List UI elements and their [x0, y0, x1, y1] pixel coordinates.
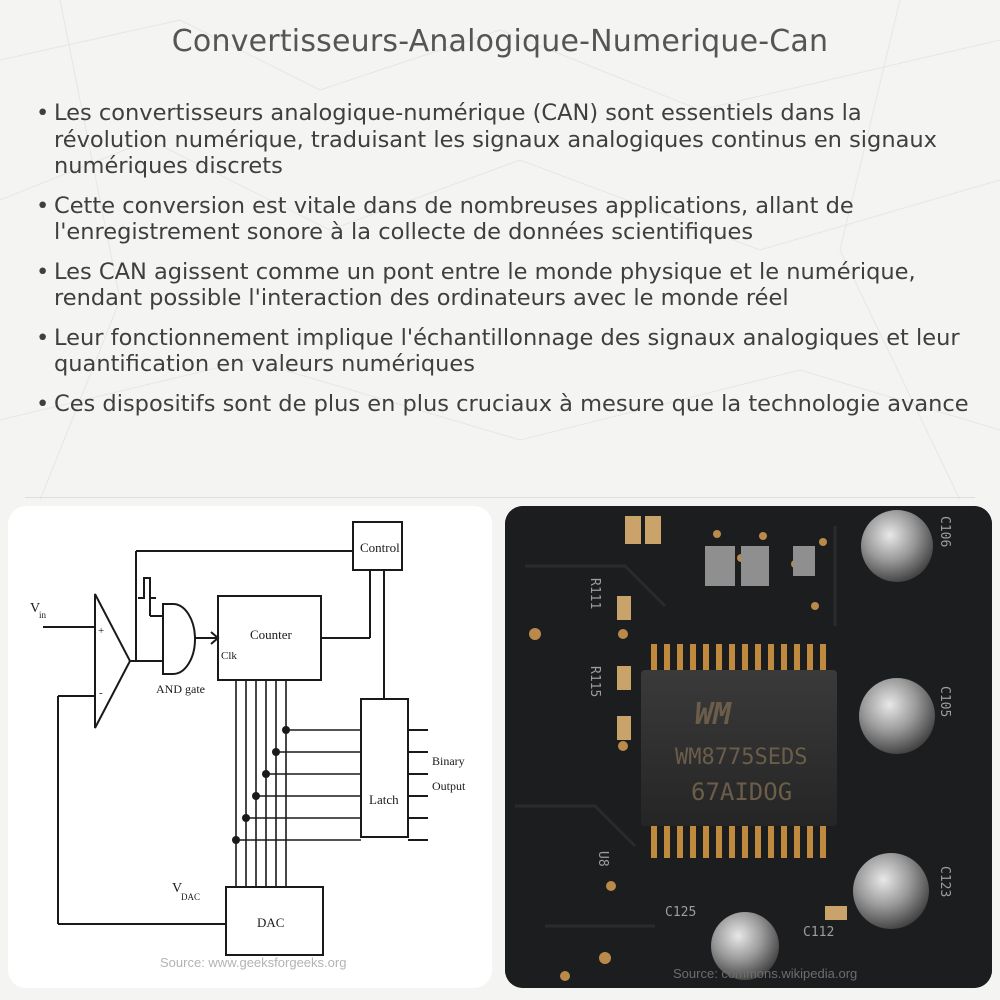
label-c123: C123 [937, 866, 952, 898]
vdac-label: V [172, 881, 183, 896]
label-c112: C112 [803, 925, 835, 940]
chip-part-number: WM8775SEDS [675, 745, 808, 770]
section-divider [25, 497, 975, 498]
binary-label: Binary [432, 754, 465, 768]
capacitor [861, 510, 933, 582]
minus-label: - [99, 687, 103, 699]
bullet-dot: • [36, 192, 50, 219]
bullet-dot: • [36, 390, 50, 417]
bullet-text: Cette conversion est vitale dans de nombreuses applications, allant de l'enregistrement sonore à la collecte de données scientifiques [54, 192, 854, 245]
bullet-item [30, 100, 975, 180]
plus-label: + [98, 625, 105, 637]
vin-subscript: in [39, 610, 47, 620]
label-u8: U8 [595, 851, 610, 867]
bullet-item [30, 325, 975, 378]
bullet-text: Les convertisseurs analogique-numérique (CAN) sont essentiels dans la révolution numérique, traduisant les signaux analogiques continus en signaux numériques discrets [54, 100, 937, 179]
latch-label: Latch [369, 792, 399, 807]
pcb-photo-panel [505, 506, 992, 988]
output-label: Output [432, 779, 466, 793]
bullet-list [30, 100, 975, 430]
adc-block-diagram [8, 506, 492, 988]
bullet-item [30, 391, 975, 418]
pcb-photo [505, 506, 992, 988]
adc-diagram-panel [8, 506, 492, 988]
chip-logo: WM [695, 697, 732, 732]
comparator-symbol [95, 594, 130, 728]
diagram-source: Source: www.geeksforgeeks.org [160, 955, 347, 970]
capacitor [859, 678, 935, 754]
and-gate-label: AND gate [156, 682, 205, 696]
vin-label: V [30, 601, 41, 616]
bullet-text: Ces dispositifs sont de plus en plus cruciaux à mesure que la technologie avance [54, 390, 969, 417]
latch-box [361, 699, 408, 837]
capacitor [853, 853, 929, 929]
bullet-dot: • [36, 324, 50, 351]
chip-batch-code: 67AIDOG [691, 778, 793, 806]
bullet-text: Leur fonctionnement implique l'échantillonnage des signaux analogiques et leur quantification en valeurs numériques [54, 324, 960, 377]
bullet-dot: • [36, 258, 50, 285]
bullet-text: Les CAN agissent comme un pont entre le monde physique et le numérique, rendant possible l'interaction des ordinateurs avec le monde réel [54, 258, 916, 311]
and-gate-symbol [163, 604, 195, 674]
label-r111: R111 [587, 578, 602, 610]
control-label: Control [360, 540, 400, 555]
bullet-dot: • [36, 100, 50, 126]
bullet-item [30, 259, 975, 312]
label-c125: C125 [665, 905, 697, 920]
label-r115: R115 [587, 666, 602, 698]
photo-source: Source: commons.wikipedia.org [673, 966, 858, 981]
counter-label: Counter [250, 627, 292, 642]
label-c106: C106 [937, 516, 952, 548]
label-c105: C105 [937, 686, 952, 718]
clk-label: Clk [221, 650, 237, 662]
vdac-subscript: DAC [181, 892, 201, 902]
page-title: Convertisseurs-Analogique-Numerique-Can [171, 24, 829, 59]
dac-label: DAC [257, 915, 285, 930]
bullet-item [30, 193, 975, 246]
